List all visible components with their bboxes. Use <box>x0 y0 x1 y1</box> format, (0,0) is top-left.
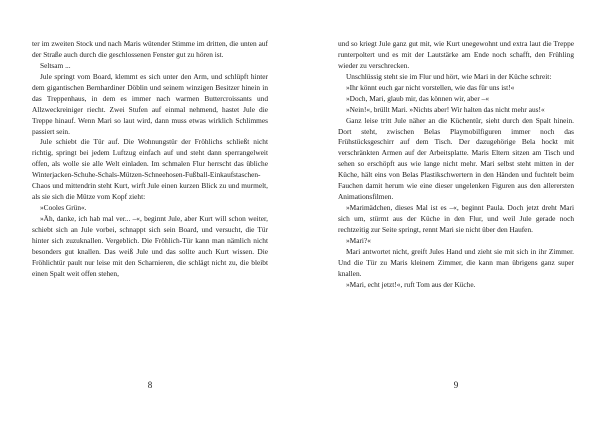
right-paragraph-6: Ganz leise tritt Jule näher an die Küchentür, sieht durch den Spalt hinein. Dort steht, zwischen Belas Playmobilfiguren immer noch das Frühstücksgeschirr auf dem Tisch. Der dazugehörige Bela hockt mit verschränkten Armen auf der Arbeitsplatte. Maris Eltern sitzen am Tisch und sehen so erschöpft aus wie lange nicht mehr. Mari selbst steht mitten in der Küche, hält eins von Belas Plastikschwertern in den Händen und fuchtelt beim Fauchen damit herum wie eine dieser ungelenken Figuren aus den allerersten Animationsfilmen. <box>338 115 574 202</box>
left-paragraph-2: Seltsam ... <box>40 60 71 70</box>
right-paragraph-2: Unschlüssig steht sie im Flur und hört, wie Mari in der Küche schreit: <box>346 71 552 81</box>
left-page-text <box>32 39 268 280</box>
right-paragraph-3: »Ihr könnt euch gar nicht vorstellen, wie das für uns ist!« <box>346 82 515 92</box>
left-paragraph-6: »Äh, danke, ich hab mal ver... –«, beginnt Jule, aber Kurt will schon weiter, schiebt sich an Jule vorbei, schnappt sich sein Board, und versucht, die Tür hinter sich zuzuknallen. Vergeblich. Die Fröhlich-Tür kann man nämlich nicht besonders gut knallen. Das weiß Jule und das sollte auch Kurt wissen. Die Fröhlichtür pault nur leise mit den Scharnieren, die schlägt nicht zu, die bleibt einen Spalt weit offen stehen, <box>32 214 268 278</box>
left-paragraph-4: Jule schiebt die Tür auf. Die Wohnungstür der Fröhlichs schließt nicht richtig, springt bei jedem Luftzug einfach auf und steht dann sperrangelweit offen, als wolle sie alle Welt einladen. Im schmalen Flur herrscht das übliche Winterjacken-Schuhe-Schals-Mützen-Schneehosen-Fußball-Einkaufstaschen-Chaos und mittendrin steht Kurt, wirft Jule einen kurzen Blick zu und murmelt, als sie sich die Mütze vom Kopf zieht: <box>32 137 268 202</box>
right-paragraph-5: »Nein!«, brüllt Mari. »Nichts aber! Wir halten das nicht mehr aus!« <box>346 104 545 114</box>
left-page-number: 8 <box>147 380 153 390</box>
right-paragraph-4: »Doch, Mari, glaub mir, das können wir, aber –« <box>346 93 489 103</box>
right-page-number: 9 <box>453 380 459 390</box>
left-paragraph-1: ter im zweiten Stock und nach Maris wütender Stimme im dritten, die unten auf der Straße auch durch die geschlossenen Fenster gut zu hören ist. <box>32 39 268 59</box>
right-paragraph-10: »Mari, echt jetzt!«, ruft Tom aus der Küche. <box>346 279 476 289</box>
right-paragraph-1: und so kriegt Jule ganz gut mit, wie Kurt unegewohnt und extra laut die Treppe runterpoltert und es mit der Lautstärke am Ende noch schafft, den Frühling wieder zu verschrecken. <box>338 39 574 70</box>
right-paragraph-9: Mari antwortet nicht, greift Jules Hand und zieht sie mit sich in ihr Zimmer. Und die Tür zu Maris kleinem Zimmer, die kann man übrigens ganz super knallen. <box>338 246 574 278</box>
right-paragraph-7: »Marimädchen, dieses Mal ist es –«, beginnt Paula. Doch jetzt dreht Mari sich um, stürmt aus der Küche in den Flur, und weil Jule gerade noch rechtzeitig zur Seite springt, rennt Mari sie nicht über den Haufen. <box>338 203 574 234</box>
left-paragraph-5: »Cooles Grün«. <box>40 203 87 213</box>
left-paragraph-3: Jule springt vom Board, klemmt es sich unter den Arm, und schlüpft hinter dem gigantischen Bernhardiner Döblin und seinem winzigen Besitzer hinein in das Treppenhaus, in dem es immer nach warmen Buttercroissants und Allzweckreiniger riecht. Zwei Stufen auf einmal nehmend, hastet Jule die Treppe hinauf. Wenn Mari so laut wird, dann muss etwas wirklich Schlimmes passiert sein. <box>32 71 268 136</box>
right-paragraph-8: »Mari?« <box>346 235 371 245</box>
right-page-text <box>338 39 574 291</box>
